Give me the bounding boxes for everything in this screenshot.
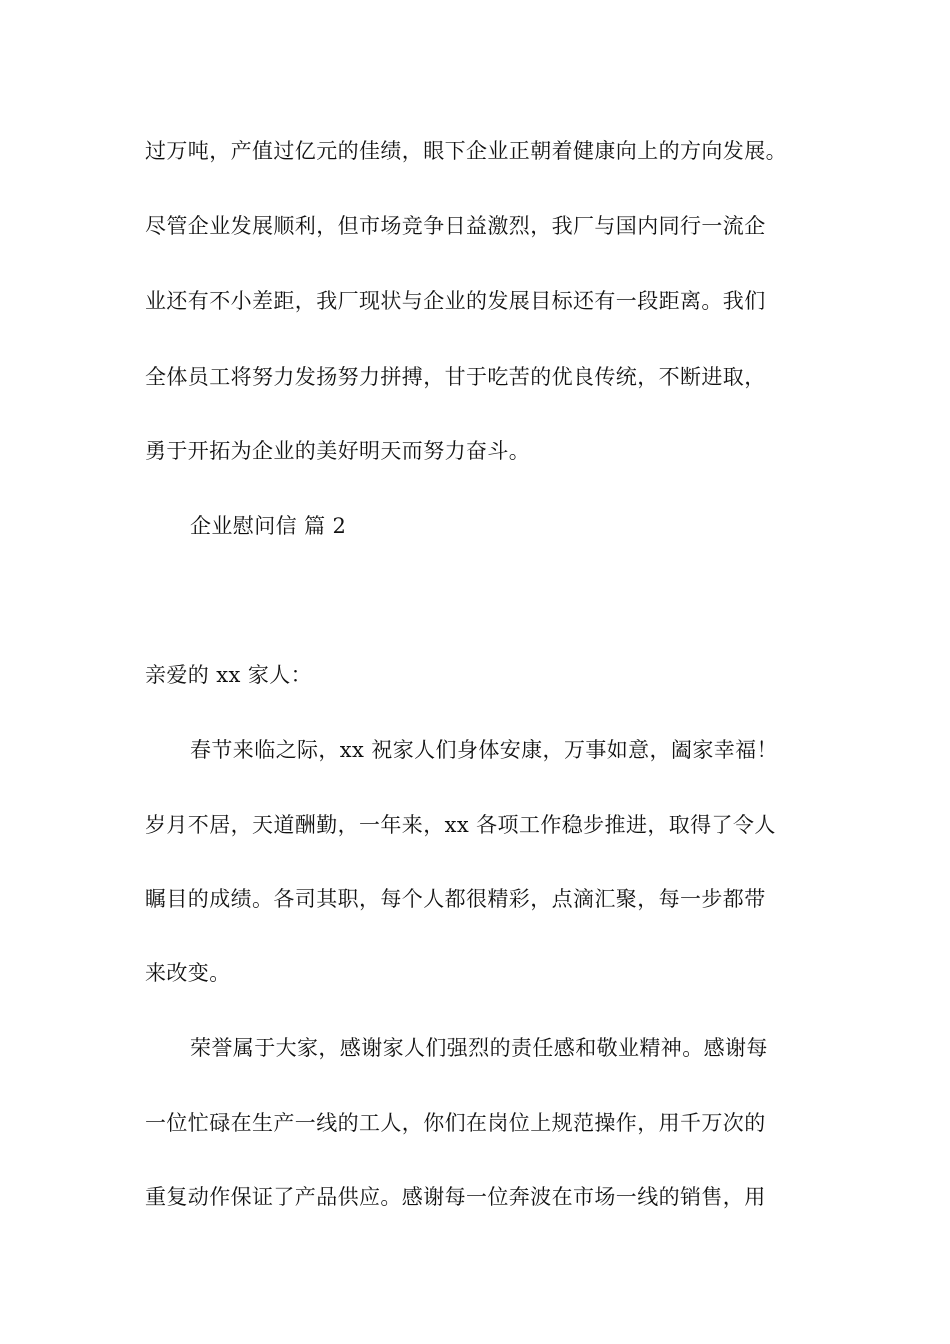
paragraph-line-5: 勇于开拓为企业的美好明天而努力奋斗。: [145, 439, 531, 463]
salutation: 亲爱的 xx 家人：: [145, 663, 313, 687]
paragraph-line-1: 过万吨，产值过亿元的佳绩，眼下企业正朝着健康向上的方向发展。: [145, 139, 787, 163]
letter-line-4: 来改变。: [145, 961, 231, 985]
paragraph-line-4: 全体员工将努力发扬努力拼搏，甘于吃苦的优良传统，不断进取，: [145, 365, 766, 389]
letter-line-1: 春节来临之际，xx 祝家人们身体安康，万事如意，阖家幸福！: [190, 738, 778, 762]
letter-line-7: 重复动作保证了产品供应。感谢每一位奔波在市场一线的销售，用: [145, 1185, 766, 1209]
letter-line-6: 一位忙碌在生产一线的工人，你们在岗位上规范操作，用千万次的: [145, 1111, 766, 1135]
paragraph-line-3: 业还有不小差距，我厂现状与企业的发展目标还有一段距离。我们: [145, 289, 766, 313]
letter-line-3: 瞩目的成绩。各司其职，每个人都很精彩，点滴汇聚，每一步都带: [145, 887, 766, 911]
paragraph-line-2: 尽管企业发展顺利，但市场竞争日益激烈，我厂与国内同行一流企: [145, 214, 766, 238]
letter-line-2: 岁月不居，天道酬勤，一年来，xx 各项工作稳步推进，取得了令人: [145, 813, 776, 837]
letter-line-5: 荣誉属于大家，感谢家人们强烈的责任感和敬业精神。感谢每: [190, 1036, 768, 1060]
section-title: 企业慰问信 篇 2: [190, 514, 347, 538]
